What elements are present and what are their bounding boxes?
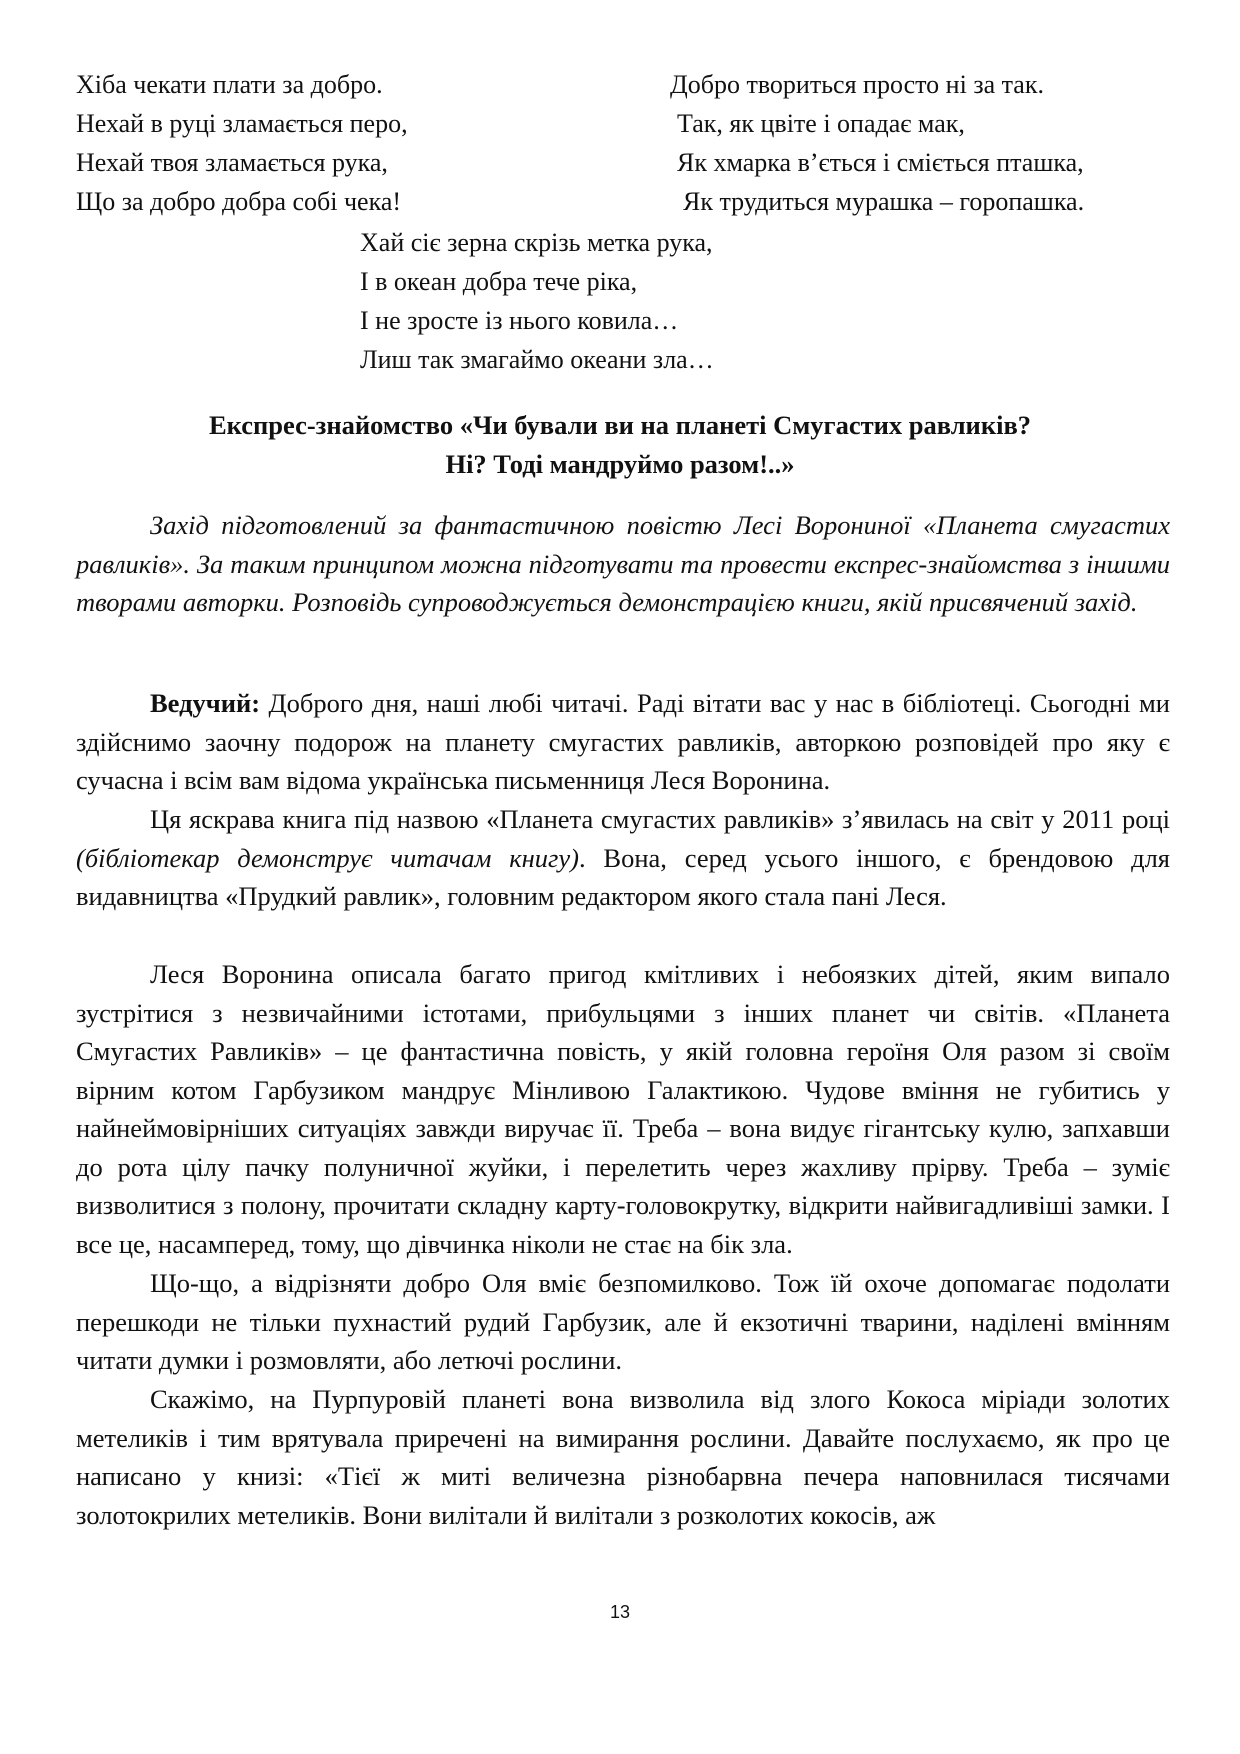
intro-paragraph: Захід підготовлений за фантастичною повістю Лесі Ворониної «Планета смугастих равликів». За таким принципом можна підготувати та провести експрес-знайомства з іншими творами авторки. Розповідь супроводжується демонстрацією книги, якій присвячений захід.: [76, 510, 1170, 617]
section-heading-line: Ні? Тоді мандруймо разом!..»: [445, 449, 795, 479]
page-number: 13: [609, 1602, 631, 1622]
poem-center-line: Лиш так змагаймо океани зла…: [360, 345, 714, 374]
speaker-label: Ведучий:: [150, 688, 261, 718]
poem-center-line: І не зросте із нього ковила…: [360, 306, 679, 335]
paragraph-text: Ця яскрава книга під назвою «Планета смугастих равликів» з’явилась на світ у 2011 році: [150, 804, 1170, 834]
poem-left-line: Нехай твоя зламається рука,: [76, 148, 388, 177]
poem-right-line: Добро твориться просто ні за так.: [670, 70, 1044, 99]
body-paragraph: Що-що, а відрізняти добро Оля вміє безпомилково. Тож їй охоче допомагає подолати перешкоди не тільки пухнастий рудий Гарбузик, але й екзотичні тварини, наділені вмінням читати думки і розмовляти, або летючі рослини.: [76, 1268, 1170, 1375]
body-paragraph: [76, 684, 1170, 800]
poem-right-line: Як хмарка в’ється і сміється пташка,: [677, 148, 1084, 177]
poem-center-line: І в океан добра тече ріка,: [360, 267, 638, 296]
stage-direction: (бібліотекар демонструє читачам книгу): [76, 842, 579, 873]
poem-center-line: Хай сіє зерна скрізь метка рука,: [360, 228, 713, 257]
body-paragraph: [76, 800, 1170, 916]
paragraph-text: Доброго дня, наші любі читачі. Раді вітати вас у нас в бібліотеці. Сьогодні ми здійснимо заочну подорож на планету смугастих равликів, авторкою розповідей про яку є сучасна і всім вам відома українська письменниця Леся Воронина.: [76, 688, 1170, 795]
poem-right-line: Так, як цвіте і опадає мак,: [677, 109, 965, 138]
body-paragraph: Леся Воронина описала багато пригод кмітливих і небоязких дітей, яким випало зустрітися з незвичайними істотами, прибульцями з інших планет чи світів. «Планета Смугастих Равликів» – це фантастична повість, у якій головна героїня Оля разом зі своїм вірним котом Гарбузиком мандрує Мінливою Галактикою. Чудове вміння не губитись у найнеймовірніших ситуаціях завжди виручає її. Треба – вона видує гігантську кулю, запхавши до рота цілу пачку полуничної жуйки, і перелетить через жахливу прірву. Треба – зуміє визволитися з полону, прочитати складну карту-головокрутку, відкрити найвигадливіші замки. І все це, насамперед, тому, що дівчинка ніколи не стає на бік зла.: [76, 959, 1170, 1259]
body-paragraph: Скажімо, на Пурпуровій планеті вона визволила від злого Кокоса міріади золотих метеликів і тим врятувала приречені на вимирання рослини. Давайте послухаємо, як про це написано у книзі: «Тієї ж миті величезна різнобарвна печера наповнилася тисячами золотокрилих метеликів. Вони вилітали й вилітали з розколотих кокосів, аж: [76, 1384, 1170, 1530]
poem-right-line: Як трудиться мурашка – горопашка.: [683, 187, 1085, 216]
poem-left-line: Що за добро добра собі чека!: [76, 187, 402, 216]
section-heading-line: Експрес-знайомство «Чи бували ви на планеті Смугастих равликів?: [208, 410, 1032, 440]
poem-left-line: Хіба чекати плати за добро.: [76, 70, 383, 99]
poem-left-line: Нехай в руці зламається перо,: [76, 109, 408, 138]
paragraph-text: . Вона, серед усього іншого, є брендовою для видавництва «Прудкий равлик», головним редактором якого стала пані Леся.: [76, 842, 1170, 911]
